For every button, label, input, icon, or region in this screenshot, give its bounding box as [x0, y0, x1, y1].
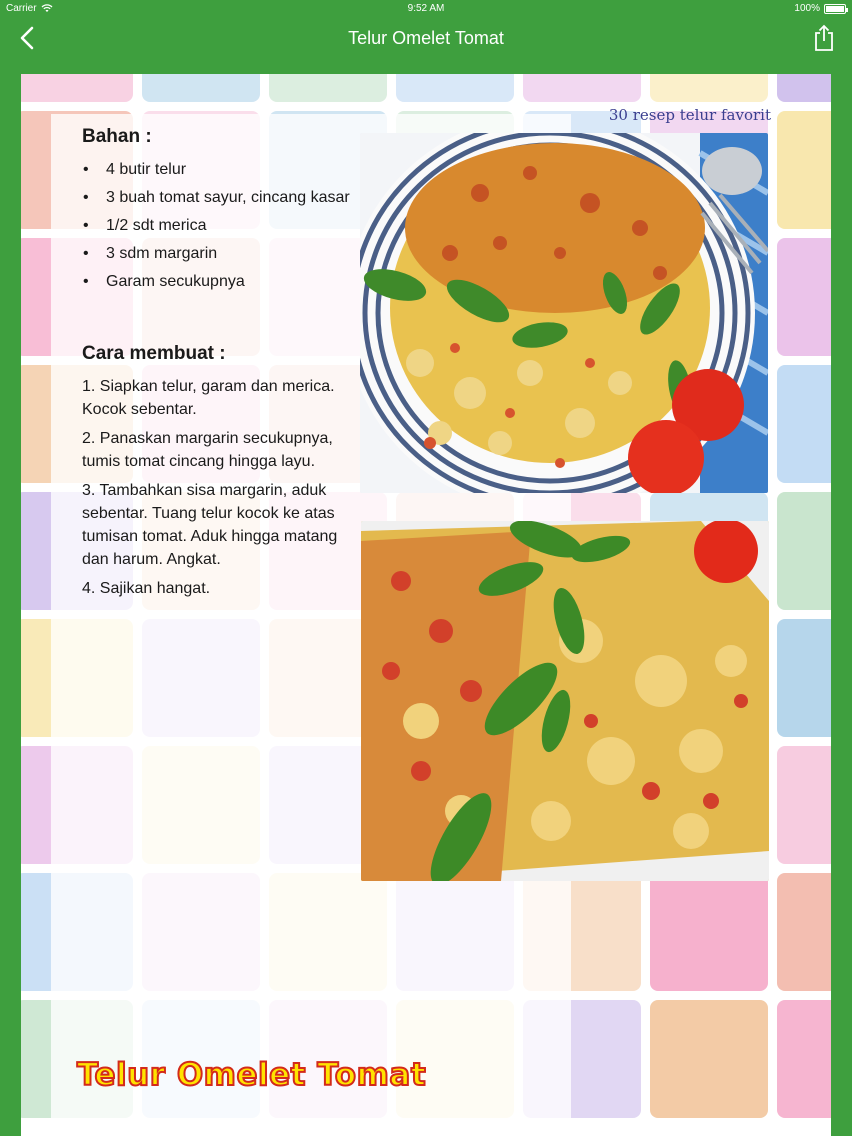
ingredient-item: • 3 buah tomat sayur, cincang kasar	[82, 186, 352, 209]
battery-icon	[824, 4, 846, 14]
background-tile	[777, 1000, 831, 1118]
recipe-text	[82, 126, 352, 606]
background-tile	[523, 74, 641, 102]
share-icon[interactable]	[812, 24, 836, 52]
background-tile	[650, 1000, 768, 1118]
ingredient-item: • 1/2 sdt merica	[82, 214, 352, 237]
background-tile	[650, 74, 768, 102]
background-tile	[777, 746, 831, 864]
background-tile	[650, 873, 768, 991]
method-step: 4. Sajikan hangat.	[82, 580, 211, 597]
status-time: 9:52 AM	[407, 3, 445, 14]
ingredient-item: • Garam secukupnya	[82, 270, 352, 293]
background-tile	[777, 238, 831, 356]
background-tile	[777, 619, 831, 737]
background-tile	[142, 74, 260, 102]
background-tile	[396, 74, 514, 102]
method-step: 2. Panaskan margarin secukupnya, tumis tomat cincang hingga layu.	[82, 430, 333, 470]
ingredient-item: • 3 sdm margarin	[82, 242, 352, 265]
brand-label: 30 resep telur favorit	[608, 106, 771, 124]
background-tile	[777, 111, 831, 229]
ingredients-heading: Bahan :	[82, 126, 152, 147]
background-tile	[269, 74, 387, 102]
method-heading: Cara membuat :	[82, 343, 226, 364]
omelet-photo-bottom	[361, 521, 769, 881]
background-tile	[777, 492, 831, 610]
page-title: Telur Omelet Tomat	[348, 28, 504, 48]
background-tile	[21, 74, 133, 102]
ingredient-item: • 4 butir telur	[82, 158, 352, 181]
recipe-page	[21, 74, 831, 1136]
battery-indicator	[794, 3, 846, 14]
method-step: 1. Siapkan telur, garam dan merica. Kocok sebentar.	[82, 378, 335, 418]
method-step: 3. Tambahkan sisa margarin, aduk sebentar. Tuang telur kocok ke atas tumisan tomat. Aduk hingga matang dan harum. Angkat.	[82, 482, 338, 568]
recipe-footer-title: Telur Omelet Tomat	[77, 1057, 427, 1093]
omelet-photo-top	[360, 133, 768, 493]
ingredients-list	[82, 158, 352, 293]
battery-level	[826, 6, 844, 12]
status-bar	[0, 0, 852, 18]
carrier-label: Carrier	[6, 3, 37, 14]
battery-percent: 100%	[794, 3, 820, 14]
background-tile	[777, 873, 831, 991]
background-tile	[777, 74, 831, 102]
method-steps	[82, 375, 352, 600]
navigation-bar	[0, 18, 852, 58]
background-tile	[777, 365, 831, 483]
